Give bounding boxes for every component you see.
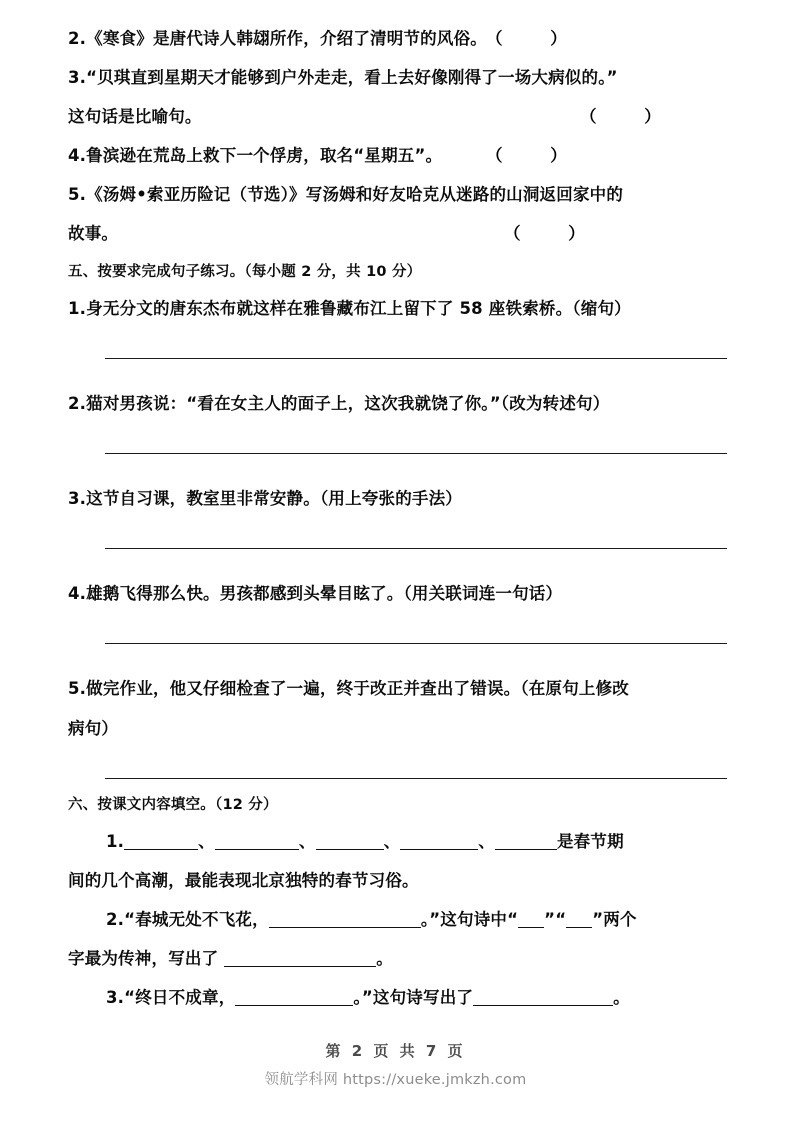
section-six-q2-part-c: ”“	[544, 910, 567, 929]
section-five-question-3: 3.这节自习课，教室里非常安静。（用上夸张的手法）	[68, 489, 462, 508]
spacer	[68, 644, 730, 678]
judge-item-5-parens[interactable]: （ ）	[504, 224, 585, 243]
fill-blank[interactable]	[473, 990, 613, 1006]
section-six-q2-continuation-a: 字最为传神，写出了	[68, 949, 225, 968]
section-six-question-2-continuation	[68, 948, 730, 970]
judge-item-2-parens[interactable]: （ ）	[486, 29, 567, 48]
spacer	[68, 415, 730, 453]
section-six-question-1-continuation: 间的几个高潮，最能表现北京独特的春节习俗。	[68, 871, 419, 890]
section-six-q3-part-a: “终日不成章，	[124, 988, 236, 1007]
spacer	[68, 779, 730, 795]
fill-blank[interactable]	[215, 834, 299, 850]
judge-item-5-continuation-row	[68, 223, 730, 245]
judge-item-3-continuation-row	[68, 106, 730, 128]
section-six-q2-part-d: ”两个	[592, 910, 637, 929]
judge-item-3-continuation: 这句话是比喻句。	[68, 107, 202, 126]
page-footer	[0, 1040, 791, 1089]
section-six-q3-part-b: 。”这句诗写出了	[353, 988, 474, 1007]
judge-item-3-text: 3.“贝琪直到星期天才能够到户外走走，看上去好像刚得了一场大病似的。”	[68, 68, 618, 87]
section-five-question-2: 2.猫对男孩说：“看在女主人的面子上，这次我就饶了你。”（改为转述句）	[68, 394, 610, 413]
section-six-heading: 六、按课文内容填空。（12 分）	[68, 797, 278, 813]
sep: 、	[478, 832, 495, 851]
spacer	[68, 892, 730, 909]
fill-blank[interactable]	[316, 834, 384, 850]
judge-item-5	[68, 184, 730, 206]
fill-blank[interactable]	[518, 912, 544, 928]
fill-blank[interactable]	[566, 912, 592, 928]
judge-item-5-continuation: 故事。	[68, 224, 119, 243]
fill-blank[interactable]	[269, 912, 421, 928]
fill-blank[interactable]	[495, 834, 557, 850]
section-five-question-5-continuation: 病句）	[68, 719, 119, 738]
section-six-q2-number: 2.	[106, 910, 125, 929]
judge-item-3-parens[interactable]: （ ）	[580, 107, 661, 126]
section-six-question-1	[68, 831, 730, 853]
fill-blank[interactable]	[124, 834, 198, 850]
judge-item-4	[68, 145, 730, 167]
sep: 、	[383, 832, 401, 851]
sep: 、	[298, 832, 316, 851]
section-six-q1-tail: 是春节期	[556, 832, 624, 851]
judge-item-2-text: 2.《寒食》是唐代诗人韩翃所作，介绍了清明节的风俗。	[68, 29, 487, 48]
section-five-question-4: 4.雄鹅飞得那么快。男孩都感到头晕目眩了。（用关联词连一句话）	[68, 584, 563, 603]
section-six-q2-continuation-b: 。	[376, 949, 393, 968]
judge-item-5-text: 5.《汤姆•索亚历险记（节选）》写汤姆和好友哈克从迷路的山洞返回家中的	[68, 185, 624, 204]
section-six-q2-part-b: 。”这句诗中“	[420, 910, 519, 929]
spacer	[68, 454, 730, 488]
spacer	[68, 605, 730, 643]
page-content	[68, 28, 730, 1009]
sep: 、	[198, 832, 215, 851]
judge-item-4-parens[interactable]: （ ）	[486, 146, 567, 165]
judge-item-3	[68, 67, 730, 89]
spacer	[68, 510, 730, 548]
section-six-q2-part-a: “春城无处不飞花，	[124, 910, 269, 929]
spacer	[68, 740, 730, 778]
section-five-heading: 五、按要求完成句子练习。（每小题 2 分，共 10 分）	[68, 264, 422, 280]
section-six-question-2	[68, 909, 730, 931]
section-six-q3-part-c: 。	[613, 988, 630, 1007]
spacer	[68, 320, 730, 358]
section-five-question-5: 5.做完作业，他又仔细检查了一遍，终于改正并查出了错误。（在原句上修改	[68, 679, 629, 698]
section-six-q3-number: 3.	[106, 988, 125, 1007]
section-six-q1-number: 1.	[106, 832, 125, 851]
section-six-question-3	[68, 987, 730, 1009]
spacer	[68, 970, 730, 987]
fill-blank[interactable]	[224, 951, 376, 967]
watermark: 领航学科网 https://xueke.jmkzh.com	[264, 1072, 527, 1088]
spacer	[68, 549, 730, 583]
spacer	[68, 359, 730, 393]
page-number: 第 2 页 共 7 页	[325, 1042, 466, 1060]
fill-blank[interactable]	[235, 990, 353, 1006]
judge-item-4-text: 4.鲁滨逊在荒岛上救下一个俘虏，取名“星期五”。	[68, 146, 443, 165]
fill-blank[interactable]	[400, 834, 478, 850]
judge-item-2	[68, 28, 730, 50]
section-five-question-1: 1.身无分文的唐东杰布就这样在雅鲁藏布江上留下了 58 座铁索桥。（缩句）	[68, 299, 631, 318]
